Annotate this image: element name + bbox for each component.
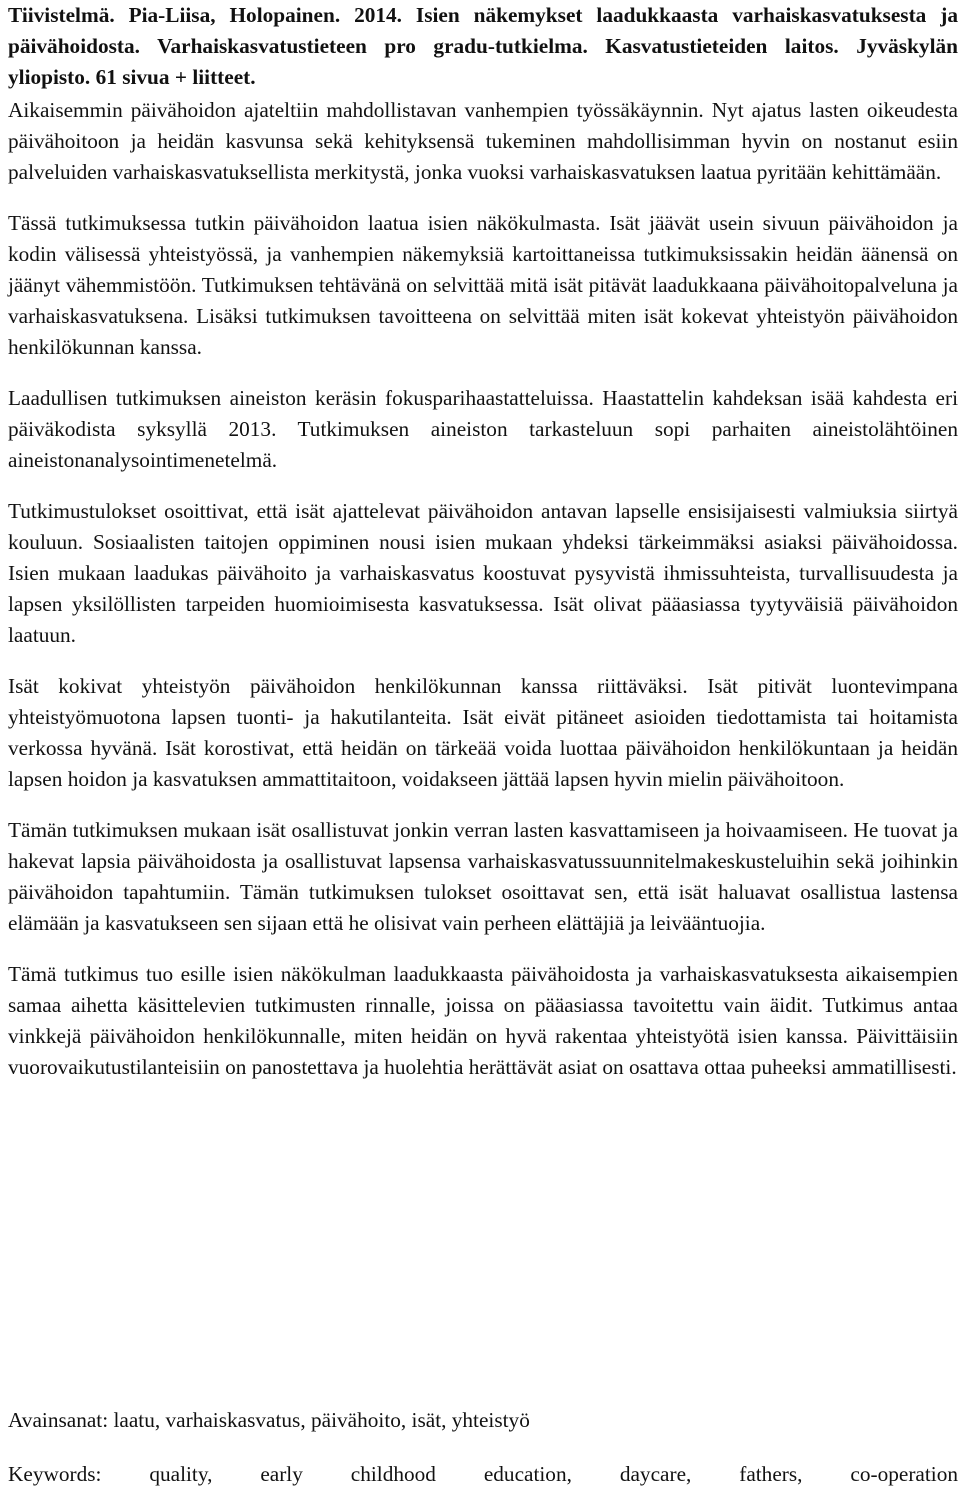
paragraph-background: Aikaisemmin päivähoidon ajateltiin mahdollistavan vanhempien työssäkäynnin. Nyt ajatus lasten oikeudesta päivähoitoon ja heidän kasvunsa sekä kehityksensä tukeminen mahdollisimman hyvin on nostanut esiin palveluiden varhaiskasvatuksellista merkitystä, jonka vuoksi varhaiskasvatuksen laatua pyritään kehittämään.: [8, 98, 958, 184]
abstract-page: [8, 0, 958, 1083]
citation-header: Tiivistelmä. Pia-Liisa, Holopainen. 2014. Isien näkemykset laadukkaasta varhaiskasvatuksesta ja päivähoidosta. Varhaiskasvatustieteen pro gradu-tutkielma. Kasvatustieteiden laitos. Jyväskylän yliopisto. 61 sivua + liitteet.: [8, 3, 958, 89]
keywords-finnish: Avainsanat: laatu, varhaiskasvatus, päivähoito, isät, yhteistyö: [8, 1408, 530, 1432]
paragraph-results: Tutkimustulokset osoittivat, että isät ajattelevat päivähoidon antavan lapselle ensisijaisesti valmiuksia siirtyä kouluun. Sosiaalisten taitojen oppiminen nousi isien mukaan yhdeksi tärkeimmäksi asiaksi päivähoidossa. Isien mukaan laadukas päivähoito ja varhaiskasvatus koostuvat pysyvistä ihmissuhteista, turvallisuudesta ja lapsen yksilöllisten tarpeiden huomioimisesta kasvatuksessa. Isät olivat pääasiassa tyytyväisiä päivähoidon laatuun.: [8, 499, 958, 647]
paragraph-cooperation: Isät kokivat yhteistyön päivähoidon henkilökunnan kanssa riittäväksi. Isät pitivät luontevimpana yhteistyömuotona lapsen tuonti- ja hakutilanteita. Isät eivät pitäneet asioiden tiedottamista tai hoitamista verkossa hyvänä. Isät korostivat, että heidän on tärkeää voida luottaa päivähoidon henkilökuntaan ja heidän lapsen hoidon ja kasvatuksen ammattitaitoon, voidakseen jättää lapsen hyvin mielin päivähoitoon.: [8, 674, 958, 791]
keywords-english: Keywords: quality, early childhood education, daycare, fathers, co-operation: [8, 1462, 958, 1486]
paragraph-conclusion: Tämä tutkimus tuo esille isien näkökulman laadukkaasta päivähoidosta ja varhaiskasvatuksesta aikaisempien samaa aihetta käsittelevien tutkimusten rinnalle, joissa on pääasiassa tavoitettu vain äidit. Tutkimus antaa vinkkejä päivähoidon henkilökunnalle, miten heidän on hyvä rakentaa yhteistyötä isien kanssa. Päivittäisiin vuorovaikutustilanteisiin on panostettava ja huolehtia herättävät asiat on osattava ottaa puheeksi ammatillisesti.: [8, 962, 958, 1079]
paragraph-aim: Tässä tutkimuksessa tutkin päivähoidon laatua isien näkökulmasta. Isät jäävät usein sivuun päivähoidon ja kodin välisessä yhteistyössä, ja vanhempien näkemyksiä kartoittaneissa tutkimuksissakin heidän äänensä on jäänyt vähemmistöön. Tutkimuksen tehtävänä on selvittää mitä isät pitävät laadukkaana päivähoitopalveluna ja varhaiskasvatuksena. Lisäksi tutkimuksen tavoitteena on selvittää miten isät kokevat yhteistyön päivähoidon henkilökunnan kanssa.: [8, 211, 958, 359]
paragraph-method: Laadullisen tutkimuksen aineiston keräsin fokusparihaastatteluissa. Haastattelin kahdeksan isää kahdesta eri päiväkodista syksyllä 2013. Tutkimuksen aineiston tarkasteluun sopi parhaiten aineistolähtöinen aineistonanalysointimenetelmä.: [8, 386, 958, 472]
paragraph-participation: Tämän tutkimuksen mukaan isät osallistuvat jonkin verran lasten kasvattamiseen ja hoivaamiseen. He tuovat ja hakevat lapsia päivähoidosta ja osallistuvat lapsensa varhaiskasvatussuunnitelmakeskusteluihin sekä joihinkin päivähoidon tapahtumiin. Tämän tutkimuksen tulokset osoittavat sen, että isät haluavat osallistua lastensa elämään ja kasvatukseen sen sijaan että he olisivat vain perheen elättäjiä ja leivääntuojia.: [8, 818, 958, 935]
